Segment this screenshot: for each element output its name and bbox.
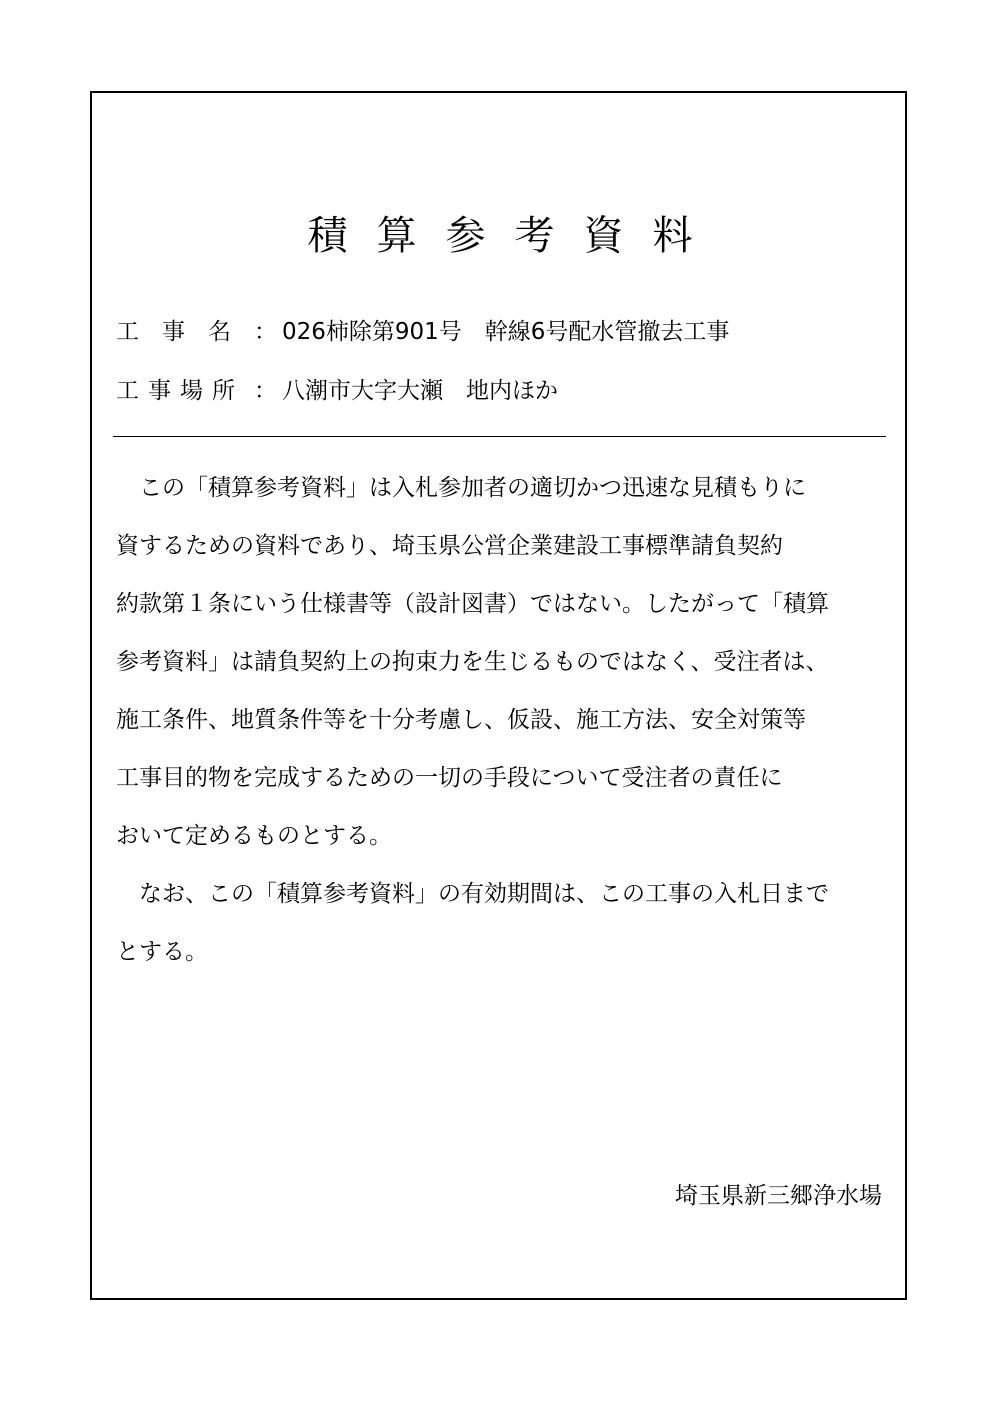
issuer-name: 埼玉県新三郷浄水場 [675,1183,882,1209]
body-line: 参考資料」は請負契約上の拘束力を生じるものではなく、受注者は、 [116,649,829,675]
body-line: 施工条件、地質条件等を十分考慮し、仮設、施工方法、安全対策等 [116,707,806,733]
body-line: なお、この「積算参考資料」の有効期間は、この工事の入札日まで [116,881,829,907]
body-paragraphs [116,459,886,981]
body-line: とする。 [116,939,208,965]
project-location-row [116,375,558,407]
project-name-row [116,316,729,348]
project-location-label: 工事場所 [116,378,244,404]
body-line: この「積算参考資料」は入札参加者の適切かつ迅速な見積もりに [116,475,806,501]
header-divider [113,436,886,437]
project-location-value: 八潮市大字大瀬 地内ほか [282,378,558,404]
body-line: おいて定めるものとする。 [116,823,392,849]
body-line: 工事目的物を完成するための一切の手段について受注者の責任に [116,765,783,791]
project-name-colon: ： [254,319,277,345]
project-name-value: 026柿除第901号 幹線6号配水管撤去工事 [282,319,730,345]
project-name-label: 工 事 名 [116,319,231,345]
project-location-colon: ： [254,378,277,404]
body-line: 約款第１条にいう仕様書等（設計図書）ではない。したがって「積算 [116,591,829,617]
document-title: 積算参考資料 [307,213,722,259]
body-line: 資するための資料であり、埼玉県公営企業建設工事標準請負契約 [116,533,783,559]
